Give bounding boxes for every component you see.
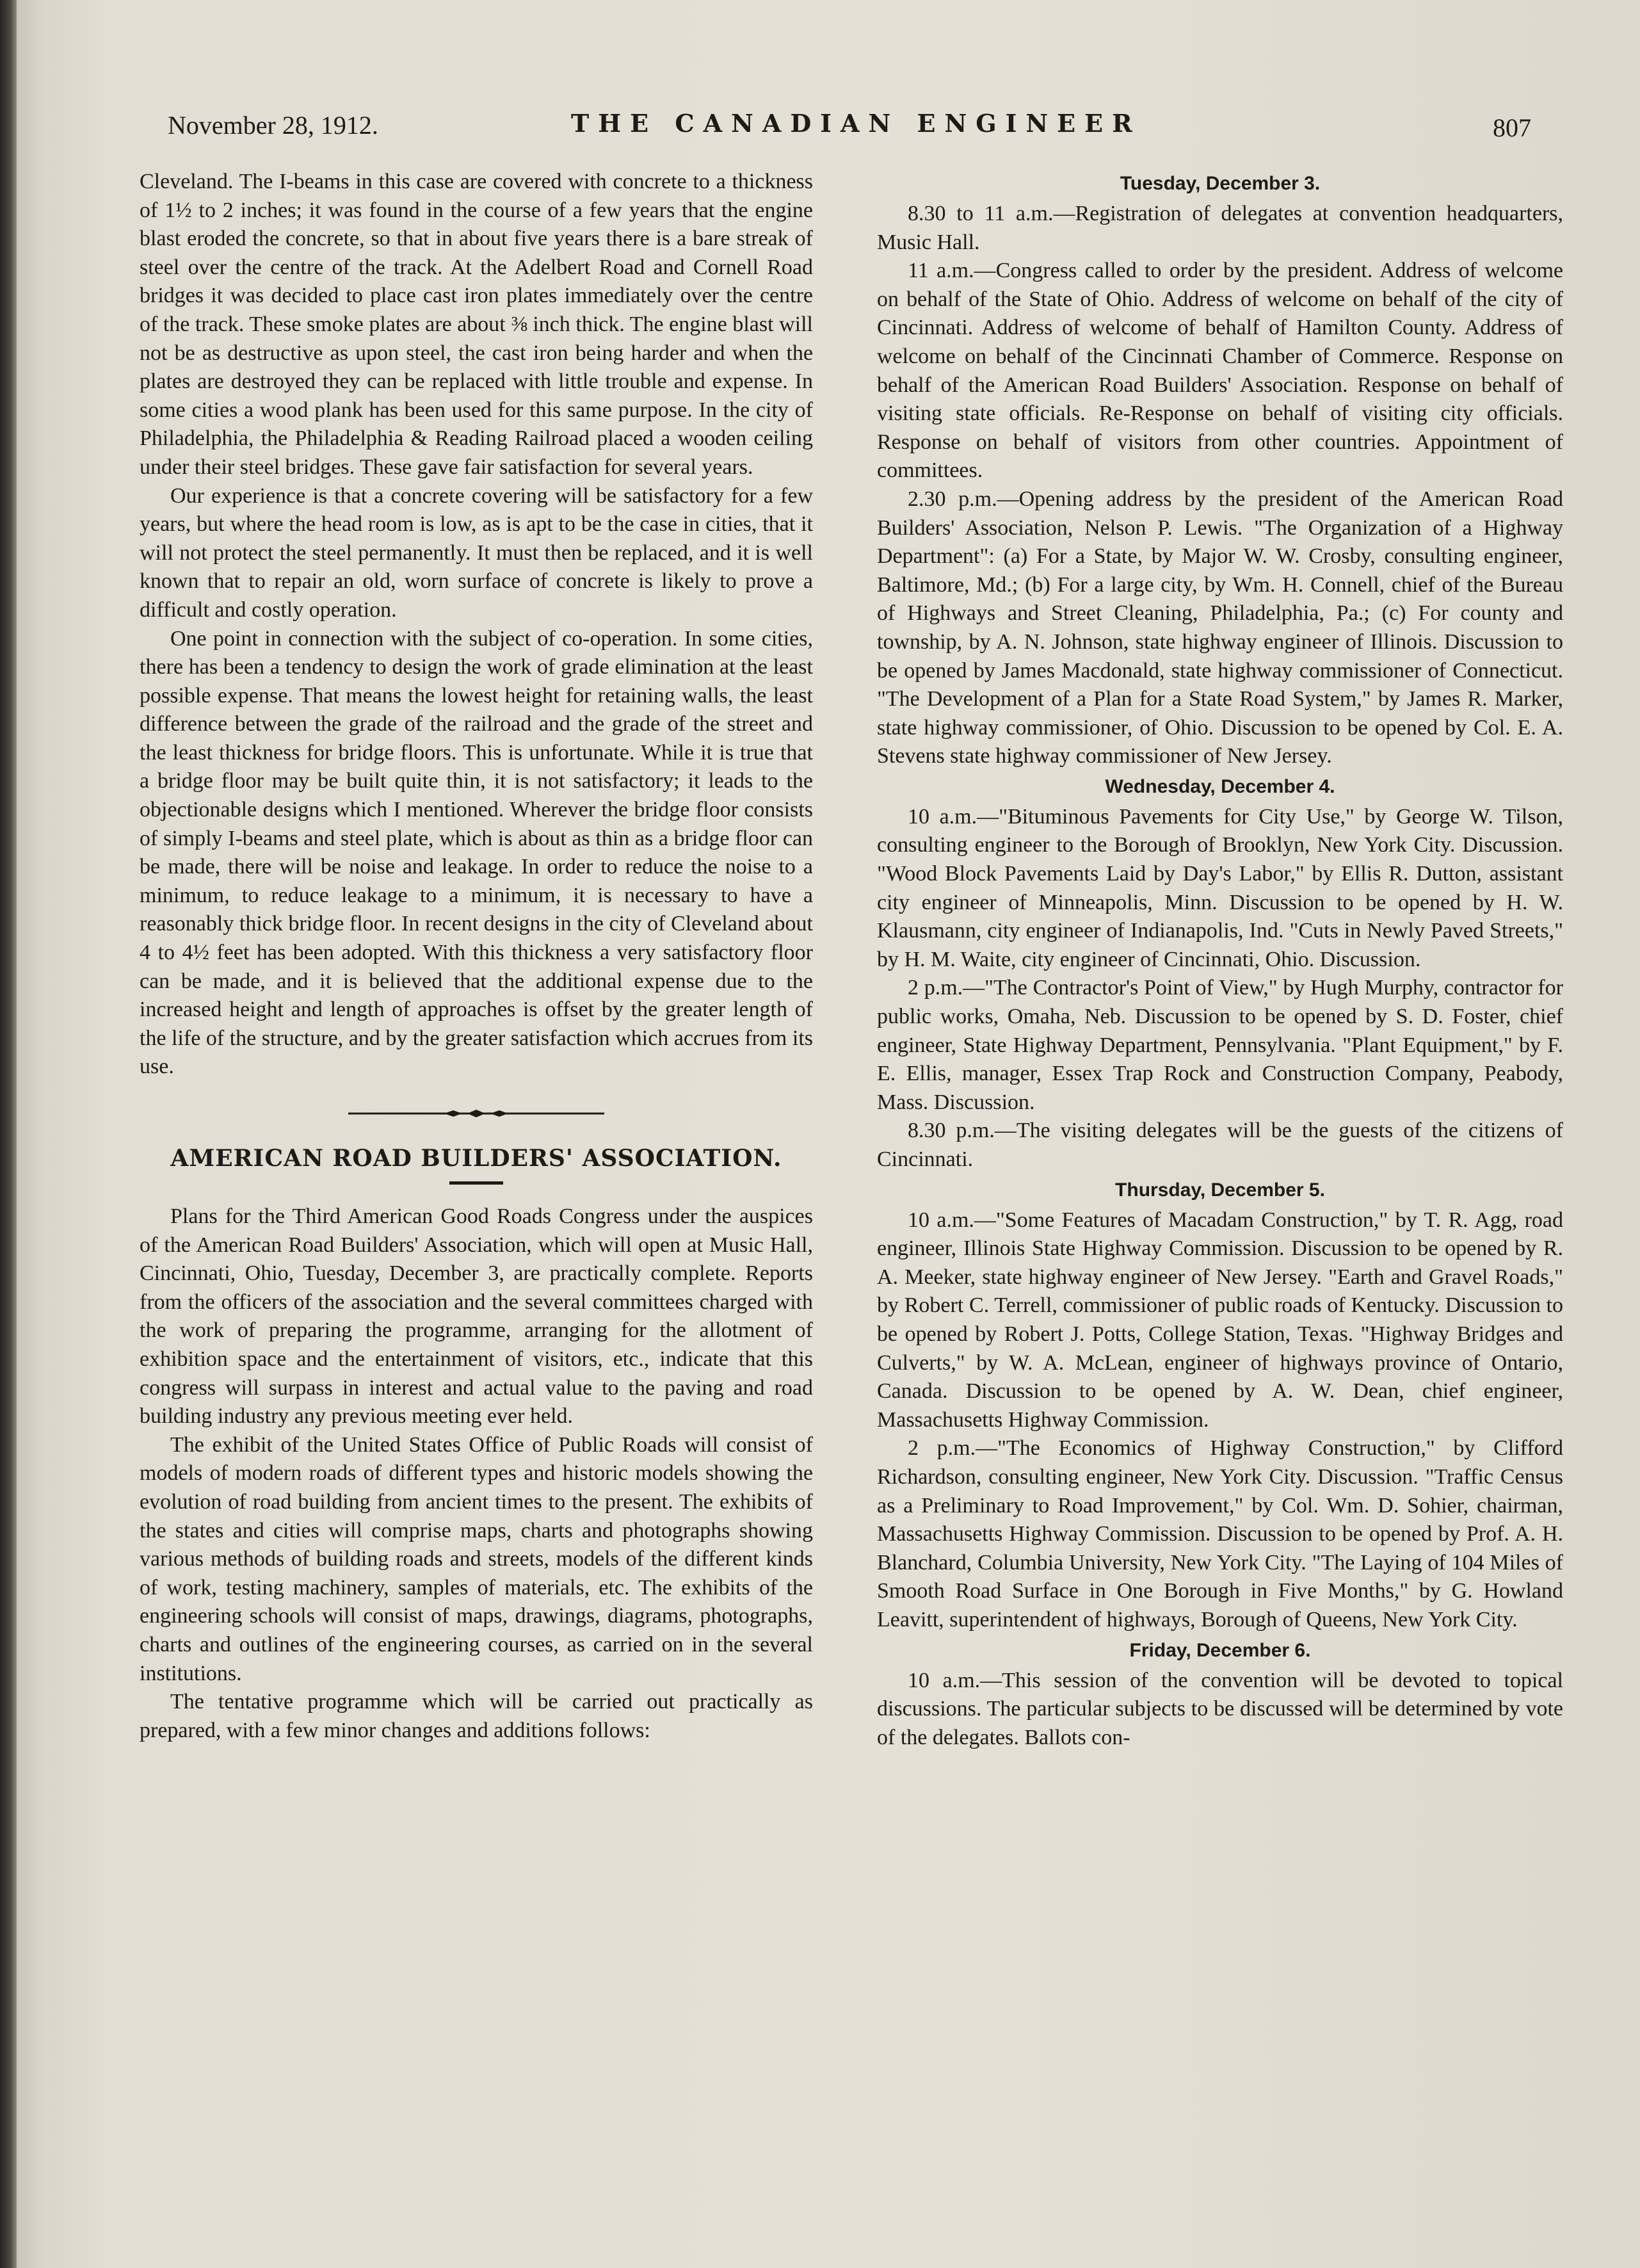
- programme-entry: 2 p.m.—"The Economics of Highway Construction," by Clifford Richardson, consulting engineer, New York City. Discussion. "Traffic Census as a Preliminary to Road Improvement," by Col. Wm. D. Sohier, chairman, Massachusetts Highway Commission. Discussion to be opened by Prof. A. H. Blanchard, Columbia University, New York City. "The Laying of 104 Miles of Smooth Road Surface in One Borough in Five Months," by G. Howland Leavitt, superintendent of highways, Borough of Queens, New York City.: [877, 1436, 1563, 1632]
- article-paragraph: The tentative programme which will be carried out practically as prepared, with a few minor changes and additions follows:: [140, 1690, 813, 1742]
- journal-title: THE CANADIAN ENGINEER: [571, 109, 1141, 138]
- day-heading-friday: Friday, December 6.: [1129, 1639, 1311, 1661]
- article-paragraph: Plans for the Third American Good Roads Congress under the auspices of the American Road Builders' Association, which will open at Music Hall, Cincinnati, Ohio, Tuesday, December 3, are practically complete. Reports from the officers of the association and the several committees charged with the work of preparing the programme, arranging for the allotment of exhibition space and the entertainment of visitors, etc., indicate that this congress will surpass in interest and actual value to the paving and road building industry any previous meeting ever held.: [140, 1204, 813, 1429]
- article-paragraph: The exhibit of the United States Office of Public Roads will consist of models of modern roads of different types and historic models showing the evolution of road building from ancient times to the present. The exhibits of the states and cities will comprise maps, charts and photographs showing various methods of building roads and streets, models of the different kinds of work, testing machinery, samples of materials, etc. The exhibits of the engineering schools will consist of maps, drawings, diagrams, photographs, charts and outlines of the engineering courses, as carried on in the several institutions.: [140, 1432, 813, 1685]
- programme-entry: 10 a.m.—This session of the convention will be devoted to topical discussions. The particular subjects to be discussed will be determined by vote of the delegates. Ballots con-: [877, 1668, 1563, 1749]
- article-title: AMERICAN ROAD BUILDERS' ASSOCIATION.: [170, 1145, 782, 1172]
- section-divider-ornament: [140, 1081, 813, 1139]
- body-paragraph: One point in connection with the subject of co-operation. In some cities, there has been a tendency to design the work of grade elimination at the least possible expense. That means the lowest height for retaining walls, the least difference between the grade of the railroad and the grade of the street and the least thickness for bridge floors. This is unfortunate. While it is true that a bridge floor may be built quite thin, it is not satisfactory; it leads to the objectionable designs which I mentioned. Wherever the bridge floor consists of simply I-beams and steel plate, which is about as thin as a bridge floor can be made, there will be noise and leakage. In order to reduce the noise to a minimum, to reduce leakage to a minimum, it is necessary to have a reasonably thick bridge floor. In recent designs in the city of Cleveland about 4 to 4½ feet has been adopted. With this thickness a very satisfactory floor can be made, and it is believed that the additional expense due to the increased height and length of approaches is offset by the greater length of the life of the structure, and by the greater satisfaction which accrues from its use.: [140, 626, 813, 1079]
- programme-entry: 8.30 to 11 a.m.—Registration of delegates at convention headquarters, Music Hall.: [877, 202, 1563, 254]
- body-paragraph: Cleveland. The I-beams in this case are covered with concrete to a thickness of 1½ to 2 inches; it was found in the course of a few years that the engine blast eroded the concrete, so that in about five years there is a bare streak of steel over the centre of the track. At the Adelbert Road and Cornell Road bridges it was decided to place cast iron plates immediately over the centre of the track. These smoke plates are about ⅜ inch thick. The engine blast will not be as destructive as upon steel, the cast iron being harder and when the plates are destroyed they can be replaced with little trouble and expense. In some cities a wood plank has been used for this same purpose. In the city of Philadelphia, the Philadelphia & Reading Railroad placed a wooden ceiling under their steel bridges. These gave fair satisfaction for several years.: [140, 170, 813, 479]
- day-heading-tuesday: Tuesday, December 3.: [1120, 173, 1321, 194]
- body-paragraph: Our experience is that a concrete covering will be satisfactory for a few years, but where the head room is low, as is apt to be the case in cities, that it will not protect the steel permanently. It must then be replaced, and it is well known that to repair an old, worn surface of concrete is likely to prove a difficult and costly operation.: [140, 483, 813, 622]
- programme-entry: 11 a.m.—Congress called to order by the president. Address of welcome on behalf of the State of Ohio. Address of welcome on behalf of the city of Cincinnati. Address of welcome of behalf of Hamilton County. Address of welcome on behalf of the Cincinnati Chamber of Commerce. Response on behalf of the American Road Builders' Association. Response on behalf of visiting state officials. Re-Response on behalf of visiting city officials. Response on behalf of visitors from other countries. Appointment of committees.: [877, 259, 1563, 483]
- page-number: 807: [1493, 113, 1531, 142]
- programme-entry: 10 a.m.—"Bituminous Pavements for City Use," by George W. Tilson, consulting engineer to the Borough of Brooklyn, New York City. Discussion. "Wood Block Pavements Laid by Day's Labor," by Ellis R. Dutton, assistant city engineer of Minneapolis, Minn. Discussion to be opened by H. W. Klausmann, city engineer of Indianapolis, Ind. "Cuts in Newly Paved Streets," by H. M. Waite, city engineer of Cincinnati, Ohio. Discussion.: [877, 804, 1563, 971]
- book-spine-shadow: [0, 0, 17, 2268]
- programme-entry: 2 p.m.—"The Contractor's Point of View," by Hugh Murphy, contractor for public works, Omaha, Neb. Discussion to be opened by S. D. Foster, chief engineer, State Highway Department, Pennsylvania. "Plant Equipment," by F. E. Ellis, manager, Essex Trap Rock and Construction Company, Peabody, Mass. Discussion.: [877, 976, 1563, 1114]
- programme-entry: 8.30 p.m.—The visiting delegates will be the guests of the citizens of Cincinnati.: [877, 1119, 1563, 1171]
- title-underline-rule: [449, 1181, 503, 1185]
- page-header: [168, 110, 1531, 149]
- issue-date: November 28, 1912.: [168, 111, 378, 140]
- programme-entry: 2.30 p.m.—Opening address by the president of the American Road Builders' Association, Nelson P. Lewis. "The Organization of a Highway Department": (a) For a State, by Major W. W. Crosby, consulting engineer, Baltimore, Md.; (b) For a large city, by Wm. H. Connell, chief of the Bureau of Highways and Street Cleaning, Philadelphia, Pa.; (c) For county and township, by A. N. Johnson, state highway engineer of Illinois. Discussion to be opened by James Macdonald, state highway commissioner of Connecticut. "The Development of a Plan for a State Road System," by James R. Marker, state highway commissioner, of Ohio. Discussion to be opened by Col. E. A. Stevens state highway commissioner of New Jersey.: [877, 487, 1563, 768]
- ornament-rule: [348, 1110, 604, 1117]
- day-heading-thursday: Thursday, December 5.: [1115, 1179, 1325, 1201]
- right-column: [877, 168, 1563, 1752]
- programme-entry: 10 a.m.—"Some Features of Macadam Construction," by T. R. Agg, road engineer, Illinois State Highway Commission. Discussion to be opened by R. A. Meeker, state highway engineer of New Jersey. "Earth and Gravel Roads," by Robert C. Terrell, commissioner of public roads of Kentucky. Discussion to be opened by Robert J. Potts, College Station, Texas. "Highway Bridges and Culverts," by W. A. McLean, engineer of highways province of Ontario, Canada. Discussion to be opened by A. W. Dean, chief engineer, Massachusetts Highway Commission.: [877, 1208, 1563, 1432]
- day-heading-wednesday: Wednesday, December 4.: [1105, 775, 1335, 797]
- left-column: [140, 168, 813, 1745]
